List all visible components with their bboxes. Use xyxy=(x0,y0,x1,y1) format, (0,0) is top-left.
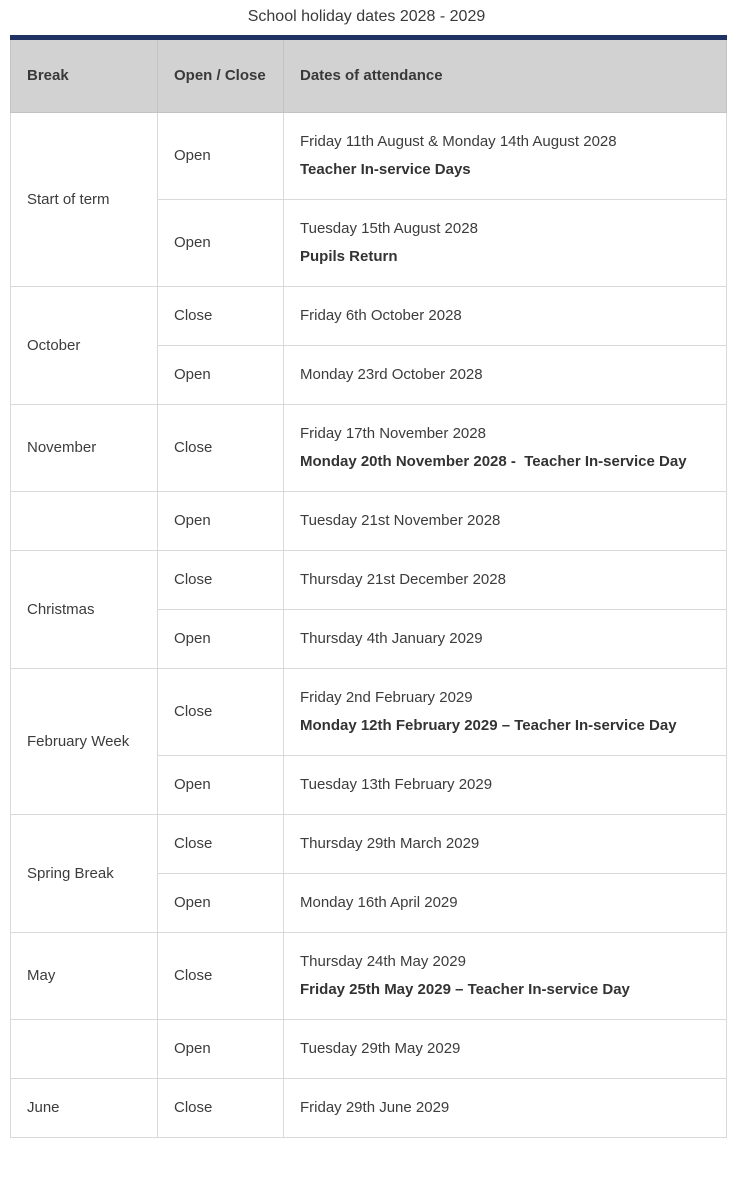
dates-cell xyxy=(284,756,727,815)
open-close-cell: Close xyxy=(158,1079,284,1138)
break-cell: Start of term xyxy=(11,113,158,287)
date-text: Friday 6th October 2028 xyxy=(300,307,462,324)
open-close-cell: Open xyxy=(158,756,284,815)
dates-cell xyxy=(284,287,727,346)
date-text: Tuesday 15th August 2028 xyxy=(300,220,478,237)
break-cell: May xyxy=(11,933,158,1020)
break-cell: February Week xyxy=(11,669,158,815)
date-note-text: Teacher In-service Days xyxy=(300,161,471,178)
holiday-dates-table xyxy=(10,35,727,1138)
open-close-cell: Close xyxy=(158,933,284,1020)
date-text: Thursday 24th May 2029 xyxy=(300,953,466,970)
table-row xyxy=(11,1079,727,1138)
date-note-text: Monday 20th November 2028 - Teacher In-service Day xyxy=(300,453,687,470)
page-title: School holiday dates 2028 - 2029 xyxy=(247,8,486,25)
dates-cell xyxy=(284,551,727,610)
open-close-cell: Open xyxy=(158,346,284,405)
dates-cell xyxy=(284,669,727,756)
col-header-dates-of-attendance: Dates of attendance xyxy=(284,38,727,113)
table-row xyxy=(11,551,727,610)
dates-cell xyxy=(284,346,727,405)
break-cell: November xyxy=(11,405,158,492)
table-row xyxy=(11,405,727,492)
dates-cell xyxy=(284,405,727,492)
table-row xyxy=(11,1020,727,1079)
date-text: Monday 23rd October 2028 xyxy=(300,366,483,383)
table-row xyxy=(11,113,727,200)
date-text: Thursday 29th March 2029 xyxy=(300,835,480,852)
open-close-cell: Open xyxy=(158,113,284,200)
date-text: Friday 29th June 2029 xyxy=(300,1099,450,1116)
dates-cell xyxy=(284,874,727,933)
dates-cell xyxy=(284,815,727,874)
table-row xyxy=(11,492,727,551)
table-body xyxy=(11,113,727,1138)
col-header-break: Break xyxy=(11,38,158,113)
break-cell: Spring Break xyxy=(11,815,158,933)
date-text: Monday 16th April 2029 xyxy=(300,894,458,911)
break-cell: Christmas xyxy=(11,551,158,669)
date-note-text: Monday 12th February 2029 – Teacher In-service Day xyxy=(300,717,677,734)
col-header-open-close: Open / Close xyxy=(158,38,284,113)
dates-cell xyxy=(284,1079,727,1138)
dates-cell xyxy=(284,933,727,1020)
date-note-text: Friday 25th May 2029 – Teacher In-service Day xyxy=(300,981,630,998)
open-close-cell: Open xyxy=(158,1020,284,1079)
open-close-cell: Open xyxy=(158,874,284,933)
open-close-cell: Close xyxy=(158,669,284,756)
date-text: Thursday 21st December 2028 xyxy=(300,571,506,588)
open-close-cell: Open xyxy=(158,200,284,287)
table-row xyxy=(11,815,727,874)
open-close-cell: Close xyxy=(158,405,284,492)
break-cell: October xyxy=(11,287,158,405)
table-header xyxy=(11,38,727,113)
table-row xyxy=(11,669,727,756)
table-row xyxy=(11,287,727,346)
date-text: Friday 11th August & Monday 14th August 2028 xyxy=(300,133,617,150)
open-close-cell: Open xyxy=(158,492,284,551)
date-text: Tuesday 21st November 2028 xyxy=(300,512,501,529)
break-cell xyxy=(11,1020,158,1079)
date-text: Friday 2nd February 2029 xyxy=(300,689,473,706)
open-close-cell: Open xyxy=(158,610,284,669)
table-row xyxy=(11,933,727,1020)
open-close-cell: Close xyxy=(158,815,284,874)
dates-cell xyxy=(284,1020,727,1079)
date-note-text: Pupils Return xyxy=(300,248,398,265)
dates-cell xyxy=(284,610,727,669)
dates-cell xyxy=(284,113,727,200)
date-text: Tuesday 13th February 2029 xyxy=(300,776,493,793)
break-cell xyxy=(11,492,158,551)
date-text: Tuesday 29th May 2029 xyxy=(300,1040,461,1057)
dates-cell xyxy=(284,492,727,551)
open-close-cell: Close xyxy=(158,551,284,610)
break-cell: June xyxy=(11,1079,158,1138)
header-row xyxy=(11,38,727,113)
date-text: Thursday 4th January 2029 xyxy=(300,630,483,647)
open-close-cell: Close xyxy=(158,287,284,346)
dates-cell xyxy=(284,200,727,287)
date-text: Friday 17th November 2028 xyxy=(300,425,486,442)
